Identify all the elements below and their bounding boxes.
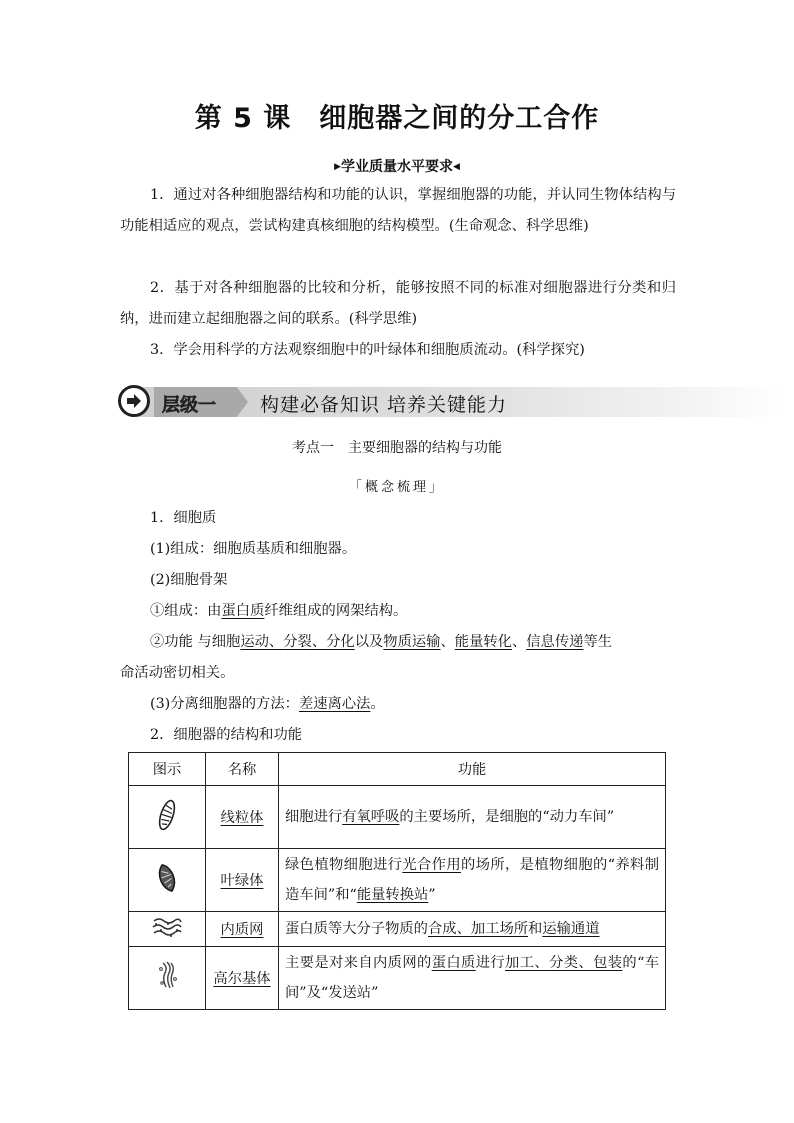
text-span: 的主要场所，是细胞的“动力车间”: [399, 809, 615, 825]
content-line-5: [120, 627, 676, 658]
text-span: 、: [511, 634, 527, 650]
text-span: 绿色植物细胞进行: [285, 857, 403, 873]
organelle-name: [206, 947, 279, 1010]
text-span: 、: [268, 634, 284, 650]
organelle-table: [128, 752, 666, 1010]
text-span: ”: [428, 887, 436, 903]
table-row: [129, 947, 666, 1010]
content-line-7: [120, 689, 676, 720]
mitochondrion-icon: [129, 786, 206, 849]
banner-text: 构建必备知识 培养关键能力: [260, 394, 508, 416]
requirement-item-3: 3．学会用科学的方法观察细胞中的叶绿体和细胞质流动。(科学探究): [150, 342, 585, 358]
text-span: 和: [528, 921, 543, 937]
underlined-term: 分裂: [283, 634, 312, 650]
underlined-term: 能量转化: [454, 634, 512, 650]
golgi-icon: [129, 947, 206, 1010]
concept-heading: 「概念梳理」: [348, 480, 445, 495]
text-span: 以及: [354, 634, 384, 650]
chloroplast-icon: [129, 849, 206, 912]
organelle-name: [206, 786, 279, 849]
underlined-term: 加工场所: [470, 921, 529, 937]
underlined-term: 合成: [427, 921, 457, 937]
organelle-name-text: 高尔基体: [213, 971, 271, 987]
table-row: [129, 786, 666, 849]
page-title: 第 5 课 细胞器之间的分工合作: [194, 103, 600, 134]
text-span: 、: [456, 921, 471, 937]
text-span: 的“车间”及“发送站”: [285, 955, 660, 1001]
organelle-name: [206, 912, 279, 947]
requirement-item-2: 2．基于对各种细胞器的比较和分析，能够按照不同的标准对细胞器进行分类和归纳，进而建立起细胞器之间的联系。(科学思维): [120, 280, 676, 327]
requirements-heading-text: 学业质量水平要求: [341, 159, 453, 175]
level-label: 层级一: [162, 395, 216, 416]
organelle-function: [279, 786, 666, 849]
underlined-term: 信息传递: [526, 634, 584, 650]
table-header-row: [129, 753, 666, 786]
text-span: 。: [370, 696, 385, 712]
organelle-name-text: 内质网: [220, 922, 264, 938]
underlined-term: 分化: [326, 634, 355, 650]
underlined-term: 加工: [505, 955, 535, 971]
organelle-function: [279, 912, 666, 947]
underlined-term: 光合作用: [402, 857, 462, 873]
table-row: [129, 849, 666, 912]
organelle-name-text: 叶绿体: [220, 873, 264, 889]
table-header: 功能: [279, 753, 666, 786]
organelle-function: [279, 849, 666, 912]
underlined-term: 运动: [240, 634, 269, 650]
text-span: 细胞进行: [285, 809, 343, 825]
content-line-2: (1)组成：细胞质基质和细胞器。: [150, 541, 357, 557]
text-span: 、: [578, 955, 594, 971]
text-span: 、: [440, 634, 455, 650]
text-span: 进行: [475, 955, 506, 971]
requirements-heading: [0, 156, 794, 176]
organelle-function: [279, 947, 666, 1010]
text-span: 等生: [583, 634, 613, 650]
table-row: [129, 912, 666, 947]
underlined-term: 物质运输: [383, 634, 441, 650]
text-span: (3)分离细胞器的方法：: [150, 696, 299, 712]
text-span: 、: [311, 634, 327, 650]
requirement-item-1: 1．通过对各种细胞器结构和功能的认识，掌握细胞器的功能，并认同生物体结构与功能相适应的观点，尝试构建真核细胞的结构模型。(生命观念、科学思维): [120, 187, 676, 234]
text-span: ①组成：由: [150, 603, 222, 619]
triangle-right-icon: ▶: [334, 162, 341, 172]
content-line-3: (2)细胞骨架: [150, 572, 228, 588]
underlined-term: 包装: [593, 955, 623, 971]
content-line-6: 命活动密切相关。: [120, 665, 235, 681]
section-banner: [118, 384, 784, 420]
topic-heading: 考点一 主要细胞器的结构与功能: [292, 440, 502, 456]
content-line-4: [120, 596, 676, 627]
text-span: 纤维组成的网架结构。: [264, 603, 408, 619]
organelle-name: [206, 849, 279, 912]
underlined-term: 能量转换站: [356, 887, 429, 903]
underlined-term: 蛋白质: [431, 955, 476, 971]
underlined-term: 分类: [549, 955, 579, 971]
underlined-term: 蛋白质: [221, 603, 265, 619]
content-line-8: 2．细胞器的结构和功能: [150, 727, 303, 743]
endoplasmic-reticulum-icon: [129, 912, 206, 947]
content-line-1: 1．细胞质: [150, 510, 217, 526]
triangle-left-icon: ◀: [453, 162, 460, 172]
underlined-term: 差速离心法: [298, 696, 371, 712]
organelle-name-text: 线粒体: [220, 810, 264, 826]
arrow-right-icon: [118, 385, 150, 417]
underlined-term: 有氧呼吸: [342, 809, 400, 825]
text-span: 的场所，是植物细胞的“养料制造车间”和“: [285, 857, 660, 903]
table-header: 图示: [129, 753, 206, 786]
text-span: 蛋白质等大分子物质的: [285, 921, 428, 937]
table-header: 名称: [206, 753, 279, 786]
text-span: 主要是对来自内质网的: [285, 955, 432, 971]
text-span: 、: [534, 955, 550, 971]
underlined-term: 运输通道: [542, 921, 600, 937]
text-span: ②功能 与细胞: [150, 634, 241, 650]
